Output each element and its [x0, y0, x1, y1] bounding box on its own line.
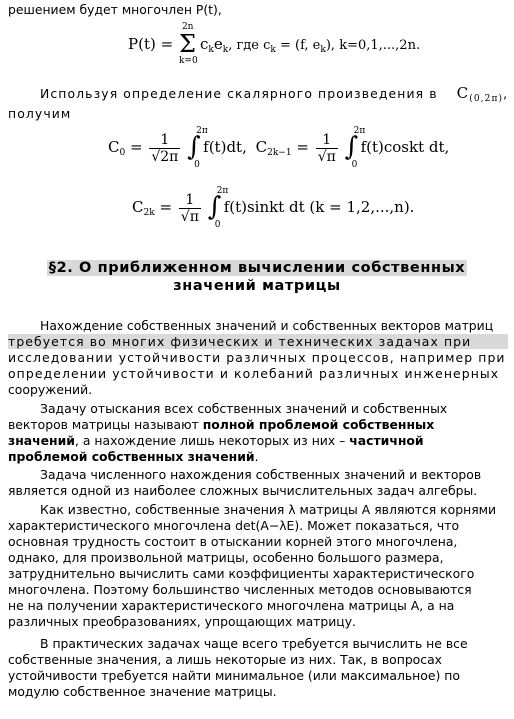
- c2k-sub: 2k: [143, 208, 155, 218]
- equals: =: [291, 138, 309, 156]
- bold-term: значений: [8, 433, 75, 448]
- text-line: собственные значения, а лишь некоторые из них. Так, в вопросах: [8, 652, 443, 667]
- text-line: определении устойчивости и колебаний различных инженерных: [8, 366, 500, 381]
- formula-c2k: [132, 188, 414, 228]
- text-line: устойчивости требуется найти минимальное (или максимальное) по: [8, 668, 460, 683]
- text-line: не на получении характеристического многочлена матрицы A, а на: [8, 598, 455, 613]
- equals: =: [154, 198, 173, 216]
- text-line: характеристического многочлена det(A−λE). Может показаться, что: [8, 518, 460, 533]
- text-line: исследовании устойчивости различных процессов, например при: [8, 350, 506, 365]
- c0-sub: 0: [119, 148, 126, 158]
- formula-polynomial: [128, 24, 420, 66]
- text-line: В практических задачах чаще всего требуется вычислить не все: [40, 636, 468, 651]
- bold-term: полной проблемой собственных: [202, 417, 435, 432]
- formula-rest2-sub: k: [320, 45, 326, 55]
- text-line: Как известно, собственные значения λ матрицы A являются корнями: [40, 502, 497, 517]
- text-span: .: [254, 449, 259, 464]
- term2-sub: k: [222, 45, 229, 55]
- c2k1-sub: 2k−1: [267, 148, 292, 158]
- formula-rest2: = (f, e: [275, 38, 321, 53]
- text-line: требуется во многих физических и технических задачах при: [8, 334, 508, 349]
- fraction: $\frac{1}{√2\pi}$: [151, 131, 179, 165]
- term2: e: [213, 35, 223, 53]
- text-line: [8, 449, 259, 464]
- text-line: Задача численного нахождения собственных значений и векторов: [40, 467, 482, 482]
- integrand: f(t)dt,: [203, 138, 247, 156]
- text-line: получим: [8, 106, 72, 121]
- term-sub: k: [208, 45, 214, 55]
- formula-coefficients: [108, 128, 449, 168]
- integral-symbol: 2π ∫ 0: [207, 186, 229, 230]
- text-line: модулю собственное значение матрицы.: [8, 684, 277, 699]
- formula-rest-sub: k: [270, 45, 276, 55]
- section-title-line2: значений матрицы: [173, 278, 341, 294]
- formula-rest: , где c: [228, 38, 271, 53]
- text-line: [8, 433, 424, 448]
- text-line: различных преобразованиях, упрощающих матрицу.: [8, 614, 356, 629]
- text-line: [8, 417, 434, 432]
- text-span: Используя определение скалярного произведения в: [40, 86, 438, 101]
- c0-symbol: C: [108, 138, 120, 156]
- sum-upper: 2n: [181, 22, 194, 32]
- c2k1-symbol: C: [255, 138, 268, 156]
- c2k-symbol: C: [132, 198, 144, 216]
- text-line: многочлена. Поэтому большинство численных методов основываются: [8, 582, 472, 597]
- text-line: [40, 86, 508, 107]
- section-heading: [0, 258, 514, 278]
- text-line: сооружений.: [8, 382, 93, 397]
- term: c: [199, 35, 209, 53]
- text-line: основная трудность состоит в отыскании корней этого многочлена,: [8, 534, 458, 549]
- fraction: $\frac{1}{√\pi}$: [180, 191, 199, 225]
- fraction: $\frac{1}{√\pi}$: [317, 131, 336, 165]
- text-span: ,: [503, 86, 509, 101]
- integral-symbol: 2π ∫ 0: [187, 126, 208, 170]
- equals: =: [125, 138, 143, 156]
- sum-symbol: 2n Σ k=0: [178, 22, 198, 66]
- formula-lhs: P(t) =: [128, 35, 174, 53]
- space-symbol: $C_{(0,2\pi)}$: [456, 84, 504, 104]
- sum-lower: k=0: [178, 56, 198, 66]
- section-title-line1: §2. О приближенном вычислении собственных: [48, 260, 466, 276]
- text-line: решением будет многочлен P(t),: [8, 2, 222, 17]
- integrand: f(t)sinkt dt (k = 1,2,...,n).: [223, 198, 415, 216]
- text-span: векторов матрицы называют: [8, 417, 203, 432]
- bold-term: частичной: [349, 433, 424, 448]
- section-heading: [0, 276, 514, 296]
- text-line: затруднительно вычислить сами коэффициенты характеристического: [8, 566, 475, 581]
- integral-symbol: 2π ∫ 0: [344, 126, 366, 170]
- formula-rest3: ), k=0,1,...,2n.: [325, 38, 421, 53]
- text-line: является одной из наиболее сложных вычислительных задач алгебры.: [8, 483, 478, 498]
- text-span: , а нахождение лишь некоторых из них –: [74, 433, 350, 448]
- bold-term: проблемой собственных значений: [8, 449, 255, 464]
- text-line: однако, для произвольной матрицы, особенно большого размера,: [8, 550, 444, 565]
- integrand: f(t)coskt dt,: [360, 138, 450, 156]
- text-line: Задачу отыскания всех собственных значений и собственных: [40, 401, 448, 416]
- text-line: Нахождение собственных значений и собственных векторов матриц: [40, 318, 494, 333]
